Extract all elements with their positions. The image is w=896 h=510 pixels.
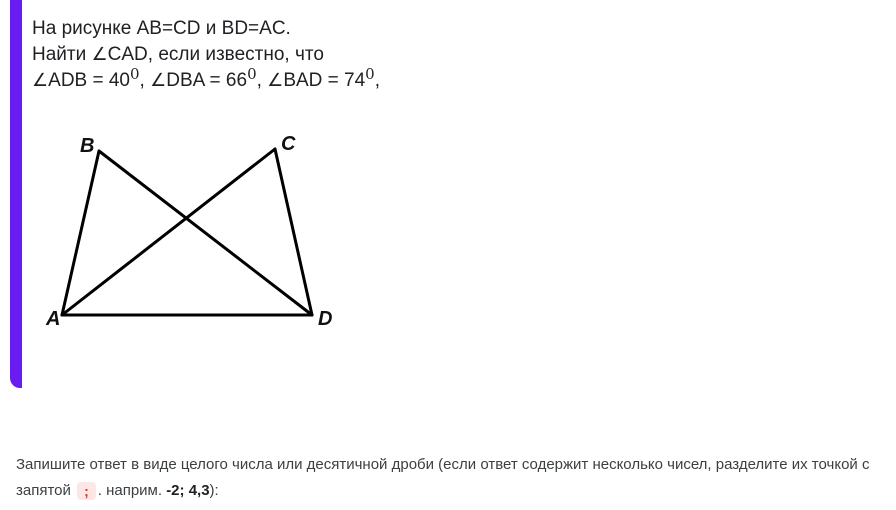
statement-target-angle: CAD, если известно, что <box>107 44 324 65</box>
vertex-label-d: D <box>318 308 333 330</box>
separator-chip: ; <box>77 482 96 500</box>
instruction-example-prefix: . наприм. <box>97 482 167 499</box>
geometry-diagram <box>38 122 338 340</box>
answer-instruction <box>16 452 886 504</box>
angle-symbol: ∠ <box>32 70 49 91</box>
degree-superscript: 0 <box>365 65 375 84</box>
statement-line-2 <box>32 42 872 68</box>
given-angle-adb: ADB = 40 <box>48 70 130 91</box>
instruction-text: Запишите ответ в виде целого числа или десятичной дроби (если ответ содержит несколько чисел, разделите их точкой с запятой <box>16 456 870 499</box>
separator-comma: , <box>139 70 151 91</box>
degree-superscript: 0 <box>247 65 257 84</box>
trailing-comma: , <box>374 70 380 91</box>
task-accent-bar <box>10 0 22 388</box>
vertex-label-a: A <box>46 308 61 330</box>
task-card <box>10 0 886 388</box>
statement-line-3 <box>32 65 872 94</box>
vertex-label-b: B <box>80 135 95 157</box>
statement-line-1: На рисунке AB=CD и BD=AC. <box>32 18 291 39</box>
instruction-example: -2; 4,3 <box>166 482 210 499</box>
angle-symbol: ∠ <box>267 70 284 91</box>
angle-symbol: ∠ <box>150 70 167 91</box>
given-angle-dba: DBA = 66 <box>166 70 248 91</box>
task-statement <box>32 16 872 94</box>
angle-symbol: ∠ <box>91 44 108 65</box>
instruction-text-end: ): <box>209 482 219 499</box>
geometry-figure <box>38 122 338 340</box>
given-angle-bad: BAD = 74 <box>283 70 366 91</box>
separator-comma: , <box>256 70 268 91</box>
degree-superscript: 0 <box>130 65 140 84</box>
statement-find-text: Найти <box>32 44 92 65</box>
vertex-label-c: C <box>281 133 296 155</box>
